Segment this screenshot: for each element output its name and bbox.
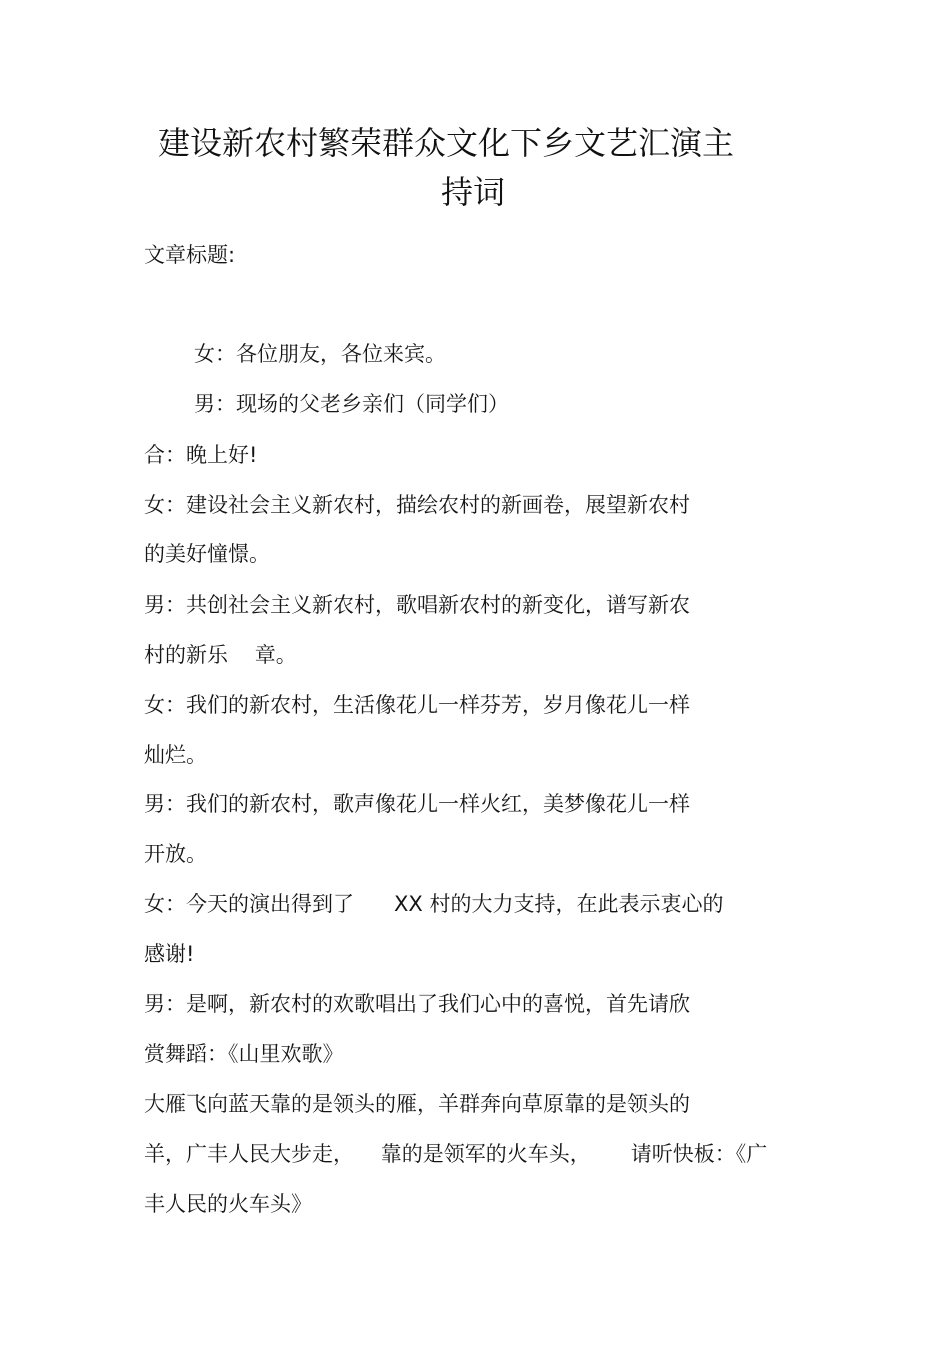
dialogue-line: 灿烂。 xyxy=(144,743,207,767)
document-title-line-1: 建设新农村繁荣群众文化下乡文艺汇演主 xyxy=(158,124,735,162)
dialogue-line: 男：我们的新农村，歌声像花儿一样火红，美梦像花儿一样 xyxy=(144,792,690,816)
dialogue-line: 女：我们的新农村，生活像花儿一样芬芳，岁月像花儿一样 xyxy=(144,693,690,717)
dialogue-line: 男：现场的父老乡亲们（同学们） xyxy=(194,392,509,416)
dialogue-line: 男：是啊，新农村的欢歌唱出了我们心中的喜悦，首先请欣 xyxy=(144,992,690,1016)
dialogue-line: 女：建设社会主义新农村，描绘农村的新画卷，展望新农村 xyxy=(144,493,690,517)
dialogue-line: 开放。 xyxy=(144,842,207,866)
dialogue-line: 赏舞蹈：《山里欢歌》 xyxy=(144,1042,344,1066)
article-title-label: 文章标题: xyxy=(144,243,236,267)
dialogue-line: 女：各位朋友，各位来宾。 xyxy=(194,342,446,366)
dialogue-line: 村的新乐 章。 xyxy=(144,643,297,667)
dialogue-line: 的美好憧憬。 xyxy=(144,542,270,566)
dialogue-line: 男：共创社会主义新农村，歌唱新农村的新变化，谱写新农 xyxy=(144,593,690,617)
dialogue-line: 合：晚上好! xyxy=(144,443,258,467)
dialogue-line: 女：今天的演出得到了 XX 村的大力支持，在此表示衷心的 xyxy=(144,892,724,916)
dialogue-line: 羊，广丰人民大步走， 靠的是领军的火车头， 请听快板：《广 xyxy=(144,1142,768,1166)
dialogue-line: 丰人民的火车头》 xyxy=(144,1192,312,1216)
document-title-line-2: 持词 xyxy=(441,173,506,211)
dialogue-line: 大雁飞向蓝天靠的是领头的雁，羊群奔向草原靠的是领头的 xyxy=(144,1092,690,1116)
dialogue-line: 感谢! xyxy=(144,942,195,966)
